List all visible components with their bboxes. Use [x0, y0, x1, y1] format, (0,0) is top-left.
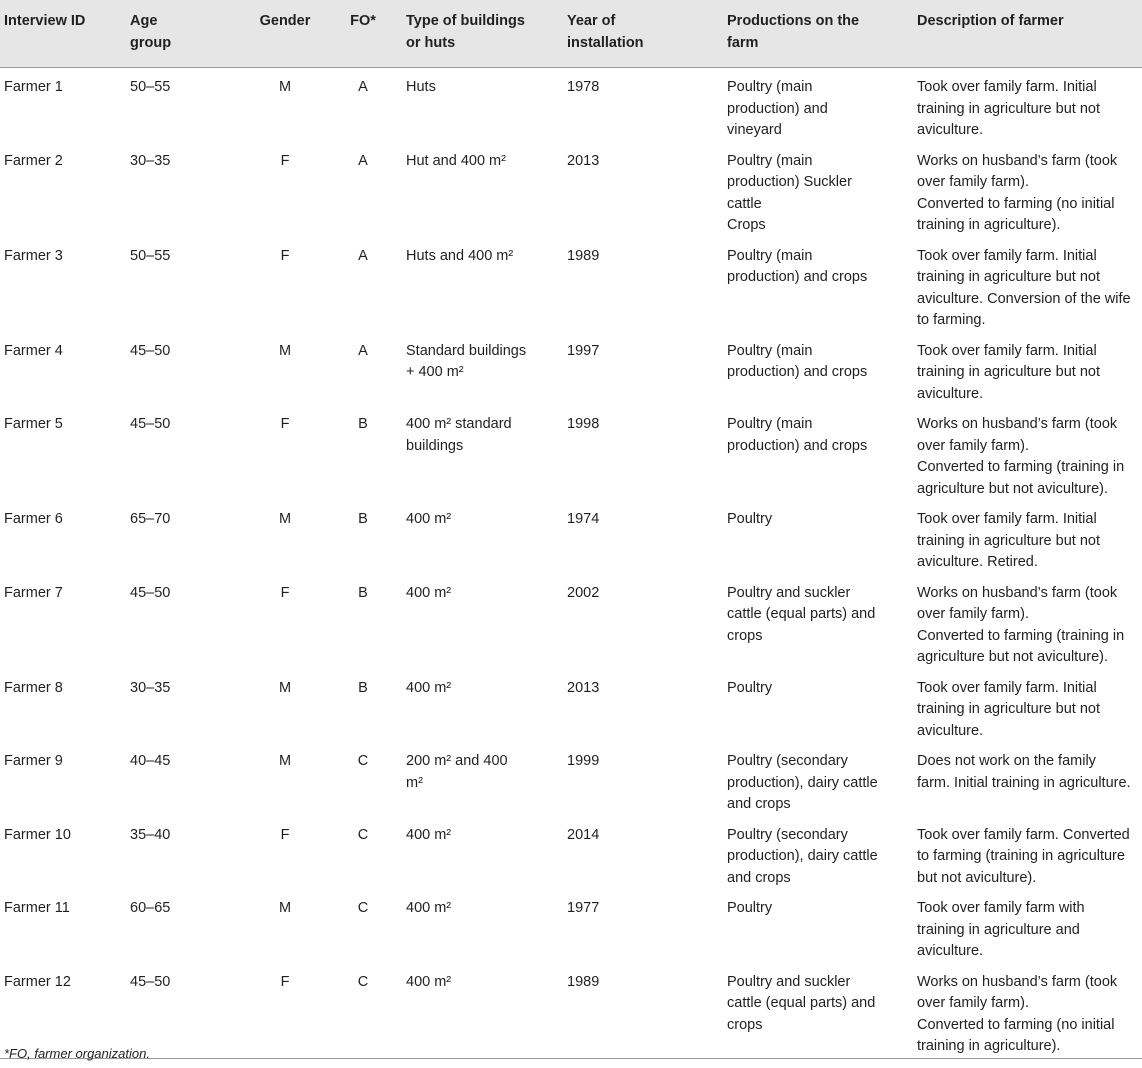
cell-description-line: farm. Initial training in agriculture.	[917, 774, 1131, 791]
cell-year: 2014	[567, 826, 600, 843]
cell-age-group: 65–70	[130, 511, 171, 527]
cell-productions	[723, 742, 913, 816]
table-footnote: *FO, farmer organization.	[4, 1046, 150, 1061]
column-header-text: FO*	[350, 13, 376, 29]
column-header-text: farm	[727, 34, 759, 51]
cell-productions-line: production) and crops	[727, 364, 868, 380]
cell-fo: C	[357, 900, 369, 916]
cell-buildings	[402, 68, 563, 142]
cell-description	[913, 742, 1142, 816]
column-header-text: group	[130, 34, 172, 51]
cell-age-group: 30–35	[130, 152, 171, 169]
cell-age-group: 50–55	[130, 247, 171, 264]
column-header-text: or huts	[406, 34, 456, 51]
cell-buildings-line: 200 m² and 400	[406, 753, 508, 769]
cell-fo: B	[358, 679, 368, 696]
cell-productions	[723, 142, 913, 237]
cell-productions-line: production), dairy cattle	[727, 848, 878, 864]
cell-buildings-line: Hut and 400 m²	[406, 152, 506, 169]
cell-buildings	[402, 405, 563, 500]
cell-buildings	[402, 889, 563, 963]
cell-description-line: Works on husband’s farm (took	[917, 584, 1118, 601]
cell-productions-line: Crops	[727, 217, 766, 233]
cell-productions-line: production), dairy cattle	[727, 774, 878, 791]
cell-description-line: to farming.	[917, 312, 986, 328]
cell-interview-id: Farmer 6	[4, 511, 63, 527]
cell-productions	[723, 237, 913, 332]
column-header-text: Gender	[259, 13, 311, 29]
cell-description-line: training in agriculture but not	[917, 269, 1100, 285]
cell-productions-line: and crops	[727, 796, 791, 812]
cell-productions-line: production) and	[727, 100, 828, 117]
cell-productions-line: cattle	[727, 195, 762, 212]
cell-description-line: Took over family farm. Initial	[917, 342, 1097, 359]
cell-age-group: 50–55	[130, 79, 171, 95]
column-header-interview-id	[0, 0, 126, 68]
cell-productions	[723, 963, 913, 1059]
cell-productions	[723, 500, 913, 574]
cell-description	[913, 500, 1142, 574]
cell-gender: M	[278, 900, 292, 916]
cell-description-line: Does not work on the family	[917, 753, 1096, 769]
column-header-productions	[723, 0, 913, 68]
cell-fo: B	[358, 511, 368, 527]
cell-buildings	[402, 963, 563, 1059]
header-row	[0, 0, 1142, 68]
cell-description-line: to farming (training in agriculture	[917, 848, 1125, 864]
cell-description-line: aviculture.	[917, 722, 984, 739]
cell-productions	[723, 68, 913, 142]
cell-fo: A	[358, 79, 368, 95]
cell-description-line: training in agriculture and	[917, 921, 1080, 938]
cell-productions-line: cattle (equal parts) and	[727, 995, 876, 1011]
cell-gender: F	[280, 152, 290, 169]
table-row	[0, 237, 1142, 332]
cell-buildings-line: Huts and 400 m²	[406, 247, 514, 264]
cell-description	[913, 889, 1142, 963]
cell-buildings-line: + 400 m²	[406, 364, 464, 380]
cell-description-line: over family farm).	[917, 995, 1029, 1011]
cell-buildings	[402, 816, 563, 890]
cell-description-line: Took over family farm. Initial	[917, 679, 1097, 696]
cell-gender: F	[280, 584, 290, 601]
cell-interview-id: Farmer 12	[0, 963, 126, 1059]
cell-description-line: Converted to farming (training in	[917, 627, 1125, 644]
cell-gender: F	[280, 826, 290, 843]
cell-description	[913, 332, 1142, 406]
table-row	[0, 963, 1142, 1059]
column-header-text: Interview ID	[4, 13, 86, 29]
cell-buildings	[402, 237, 563, 332]
cell-description-line: training in agriculture but not	[917, 364, 1100, 380]
cell-description-line: but not aviculture).	[917, 869, 1037, 886]
column-header-text: Type of buildings	[406, 13, 525, 29]
cell-description-line: training in agriculture but not	[917, 532, 1100, 549]
cell-productions-line: Poultry (secondary	[727, 753, 848, 769]
cell-interview-id: Farmer 8	[4, 679, 63, 696]
cell-buildings-line: m²	[406, 774, 423, 791]
cell-description-line: training in agriculture but not	[917, 701, 1100, 717]
cell-description-line: agriculture but not aviculture).	[917, 480, 1109, 497]
cell-description-line: Took over family farm. Initial	[917, 79, 1097, 95]
cell-gender: F	[280, 247, 290, 264]
table-row	[0, 574, 1142, 669]
cell-productions-line: Poultry (main	[727, 152, 813, 169]
cell-productions-line: Poultry (secondary	[727, 826, 848, 843]
cell-description-line: aviculture.	[917, 385, 984, 402]
cell-year: 1999	[567, 753, 600, 769]
cell-interview-id: Farmer 10	[4, 826, 71, 843]
cell-productions-line: Poultry and suckler	[727, 973, 851, 990]
cell-year: 1997	[567, 342, 600, 359]
cell-description	[913, 68, 1142, 142]
cell-description-line: Converted to farming (no initial	[917, 1016, 1115, 1033]
cell-description-line: Took over family farm. Initial	[917, 511, 1097, 527]
cell-description-line: Works on husband’s farm (took	[917, 973, 1118, 990]
cell-age-group: 45–50	[130, 416, 171, 432]
cell-description-line: over family farm).	[917, 437, 1029, 454]
cell-interview-id: Farmer 7	[4, 584, 63, 601]
cell-description-line: Took over family farm with	[917, 900, 1085, 916]
table-row	[0, 742, 1142, 816]
cell-interview-id: Farmer 1	[4, 79, 63, 95]
cell-interview-id: Farmer 3	[4, 247, 63, 264]
cell-productions-line: production) Suckler	[727, 174, 852, 190]
cell-description-line: training in agriculture).	[917, 1038, 1061, 1054]
cell-buildings-line: 400 m²	[406, 973, 452, 990]
cell-fo: C	[324, 963, 402, 1059]
cell-age-group: 40–45	[130, 753, 171, 769]
cell-buildings-line: Standard buildings	[406, 342, 527, 359]
cell-productions-line: Poultry	[727, 900, 773, 916]
column-header-text: Year of	[567, 13, 616, 29]
cell-description-line: aviculture.	[917, 122, 984, 138]
cell-fo: C	[357, 753, 369, 769]
column-header-text: Description of farmer	[917, 13, 1064, 29]
cell-year: 1978	[567, 79, 600, 95]
cell-buildings	[402, 332, 563, 406]
cell-buildings-line: 400 m²	[406, 679, 452, 696]
cell-productions-line: cattle (equal parts) and	[727, 606, 876, 622]
cell-productions-line: production) and crops	[727, 437, 868, 454]
cell-interview-id: Farmer 9	[4, 753, 63, 769]
cell-productions-line: crops	[727, 627, 763, 644]
cell-productions	[723, 816, 913, 890]
column-header-description	[913, 0, 1142, 68]
cell-description-line: aviculture. Retired.	[917, 554, 1038, 570]
cell-gender: M	[278, 342, 292, 359]
cell-productions-line: and crops	[727, 869, 791, 886]
cell-productions-line: Poultry (main	[727, 416, 813, 432]
cell-description-line: Converted to farming (no initial	[917, 195, 1115, 212]
table-row	[0, 500, 1142, 574]
cell-fo: A	[358, 152, 368, 169]
cell-gender: M	[278, 79, 292, 95]
cell-buildings	[402, 142, 563, 237]
cell-gender: F	[280, 416, 290, 432]
table-row	[0, 889, 1142, 963]
cell-productions	[723, 332, 913, 406]
cell-gender: M	[278, 753, 292, 769]
cell-fo: B	[358, 416, 368, 432]
cell-description-line: Converted to farming (training in	[917, 459, 1125, 475]
cell-gender: M	[278, 511, 292, 527]
cell-year: 2002	[567, 584, 600, 601]
cell-buildings-line: Huts	[406, 79, 436, 95]
cell-year: 1977	[567, 900, 600, 916]
cell-interview-id: Farmer 5	[4, 416, 63, 432]
cell-description	[913, 574, 1142, 669]
cell-fo: C	[357, 826, 369, 843]
cell-interview-id: Farmer 2	[4, 152, 63, 169]
table-header	[0, 0, 1142, 68]
cell-productions-line: vineyard	[727, 122, 782, 138]
cell-description-line: Works on husband’s farm (took	[917, 416, 1118, 432]
cell-description	[913, 963, 1142, 1059]
table-row	[0, 68, 1142, 142]
cell-fo: A	[358, 342, 368, 359]
cell-productions-line: crops	[727, 1016, 763, 1033]
column-header-fo	[324, 0, 402, 68]
cell-productions-line: Poultry (main	[727, 79, 813, 95]
cell-productions	[723, 669, 913, 743]
cell-description	[913, 405, 1142, 500]
column-header-age-group	[126, 0, 246, 68]
column-header-text: Age	[130, 13, 158, 29]
cell-description-line: Took over family farm. Initial	[917, 247, 1097, 264]
cell-buildings-line: 400 m²	[406, 826, 452, 843]
column-header-text: installation	[567, 34, 644, 51]
cell-productions-line: Poultry	[727, 679, 773, 696]
cell-year: 1974	[567, 511, 600, 527]
cell-gender: F	[246, 963, 324, 1059]
cell-description-line: training in agriculture).	[917, 217, 1061, 233]
cell-year: 1989	[567, 247, 600, 264]
cell-productions-line: Poultry (main	[727, 247, 813, 264]
cell-buildings-line: 400 m²	[406, 511, 452, 527]
cell-description-line: training in agriculture but not	[917, 100, 1100, 117]
cell-buildings-line: 400 m² standard	[406, 416, 512, 432]
cell-productions-line: Poultry (main	[727, 342, 813, 359]
column-header-year	[563, 0, 723, 68]
table-row	[0, 332, 1142, 406]
cell-year: 2013	[567, 152, 600, 169]
cell-year: 2013	[567, 679, 600, 696]
cell-interview-id: Farmer 11	[4, 900, 70, 916]
cell-productions	[723, 574, 913, 669]
table-row	[0, 669, 1142, 743]
cell-description-line: aviculture. Conversion of the wife	[917, 290, 1131, 307]
cell-fo: A	[358, 247, 368, 264]
cell-productions	[723, 405, 913, 500]
cell-age-group: 30–35	[130, 679, 171, 696]
cell-description-line: agriculture but not aviculture).	[917, 649, 1109, 665]
cell-description	[913, 237, 1142, 332]
table-body	[0, 68, 1142, 1059]
cell-fo: B	[358, 584, 368, 601]
cell-description	[913, 669, 1142, 743]
cell-productions-line: Poultry	[727, 511, 773, 527]
cell-gender: M	[278, 679, 292, 696]
cell-buildings-line: buildings	[406, 437, 464, 454]
cell-buildings	[402, 669, 563, 743]
cell-buildings-line: 400 m²	[406, 584, 452, 601]
cell-description-line: over family farm).	[917, 174, 1029, 190]
cell-age-group: 45–50	[130, 584, 171, 601]
table-row	[0, 816, 1142, 890]
cell-description	[913, 142, 1142, 237]
cell-buildings	[402, 500, 563, 574]
cell-productions-line: Poultry and suckler	[727, 584, 851, 601]
cell-description-line: Took over family farm. Converted	[917, 826, 1130, 843]
column-header-gender	[246, 0, 324, 68]
cell-age-group: 60–65	[130, 900, 171, 916]
cell-buildings	[402, 742, 563, 816]
cell-interview-id: Farmer 4	[4, 342, 63, 359]
cell-description	[913, 816, 1142, 890]
cell-age-group: 35–40	[130, 826, 171, 843]
cell-buildings-line: 400 m²	[406, 900, 452, 916]
table-row	[0, 405, 1142, 500]
column-header-buildings	[402, 0, 563, 68]
cell-productions-line: production) and crops	[727, 269, 868, 285]
cell-year: 1998	[567, 416, 600, 432]
cell-description-line: aviculture.	[917, 943, 984, 959]
cell-year: 1989	[563, 963, 723, 1059]
cell-productions	[723, 889, 913, 963]
cell-age-group: 45–50	[126, 963, 246, 1059]
cell-age-group: 45–50	[130, 342, 171, 359]
table-row	[0, 142, 1142, 237]
cell-buildings	[402, 574, 563, 669]
column-header-text: Productions on the	[727, 13, 860, 29]
cell-description-line: Works on husband’s farm (took	[917, 152, 1118, 169]
cell-description-line: over family farm).	[917, 606, 1029, 622]
